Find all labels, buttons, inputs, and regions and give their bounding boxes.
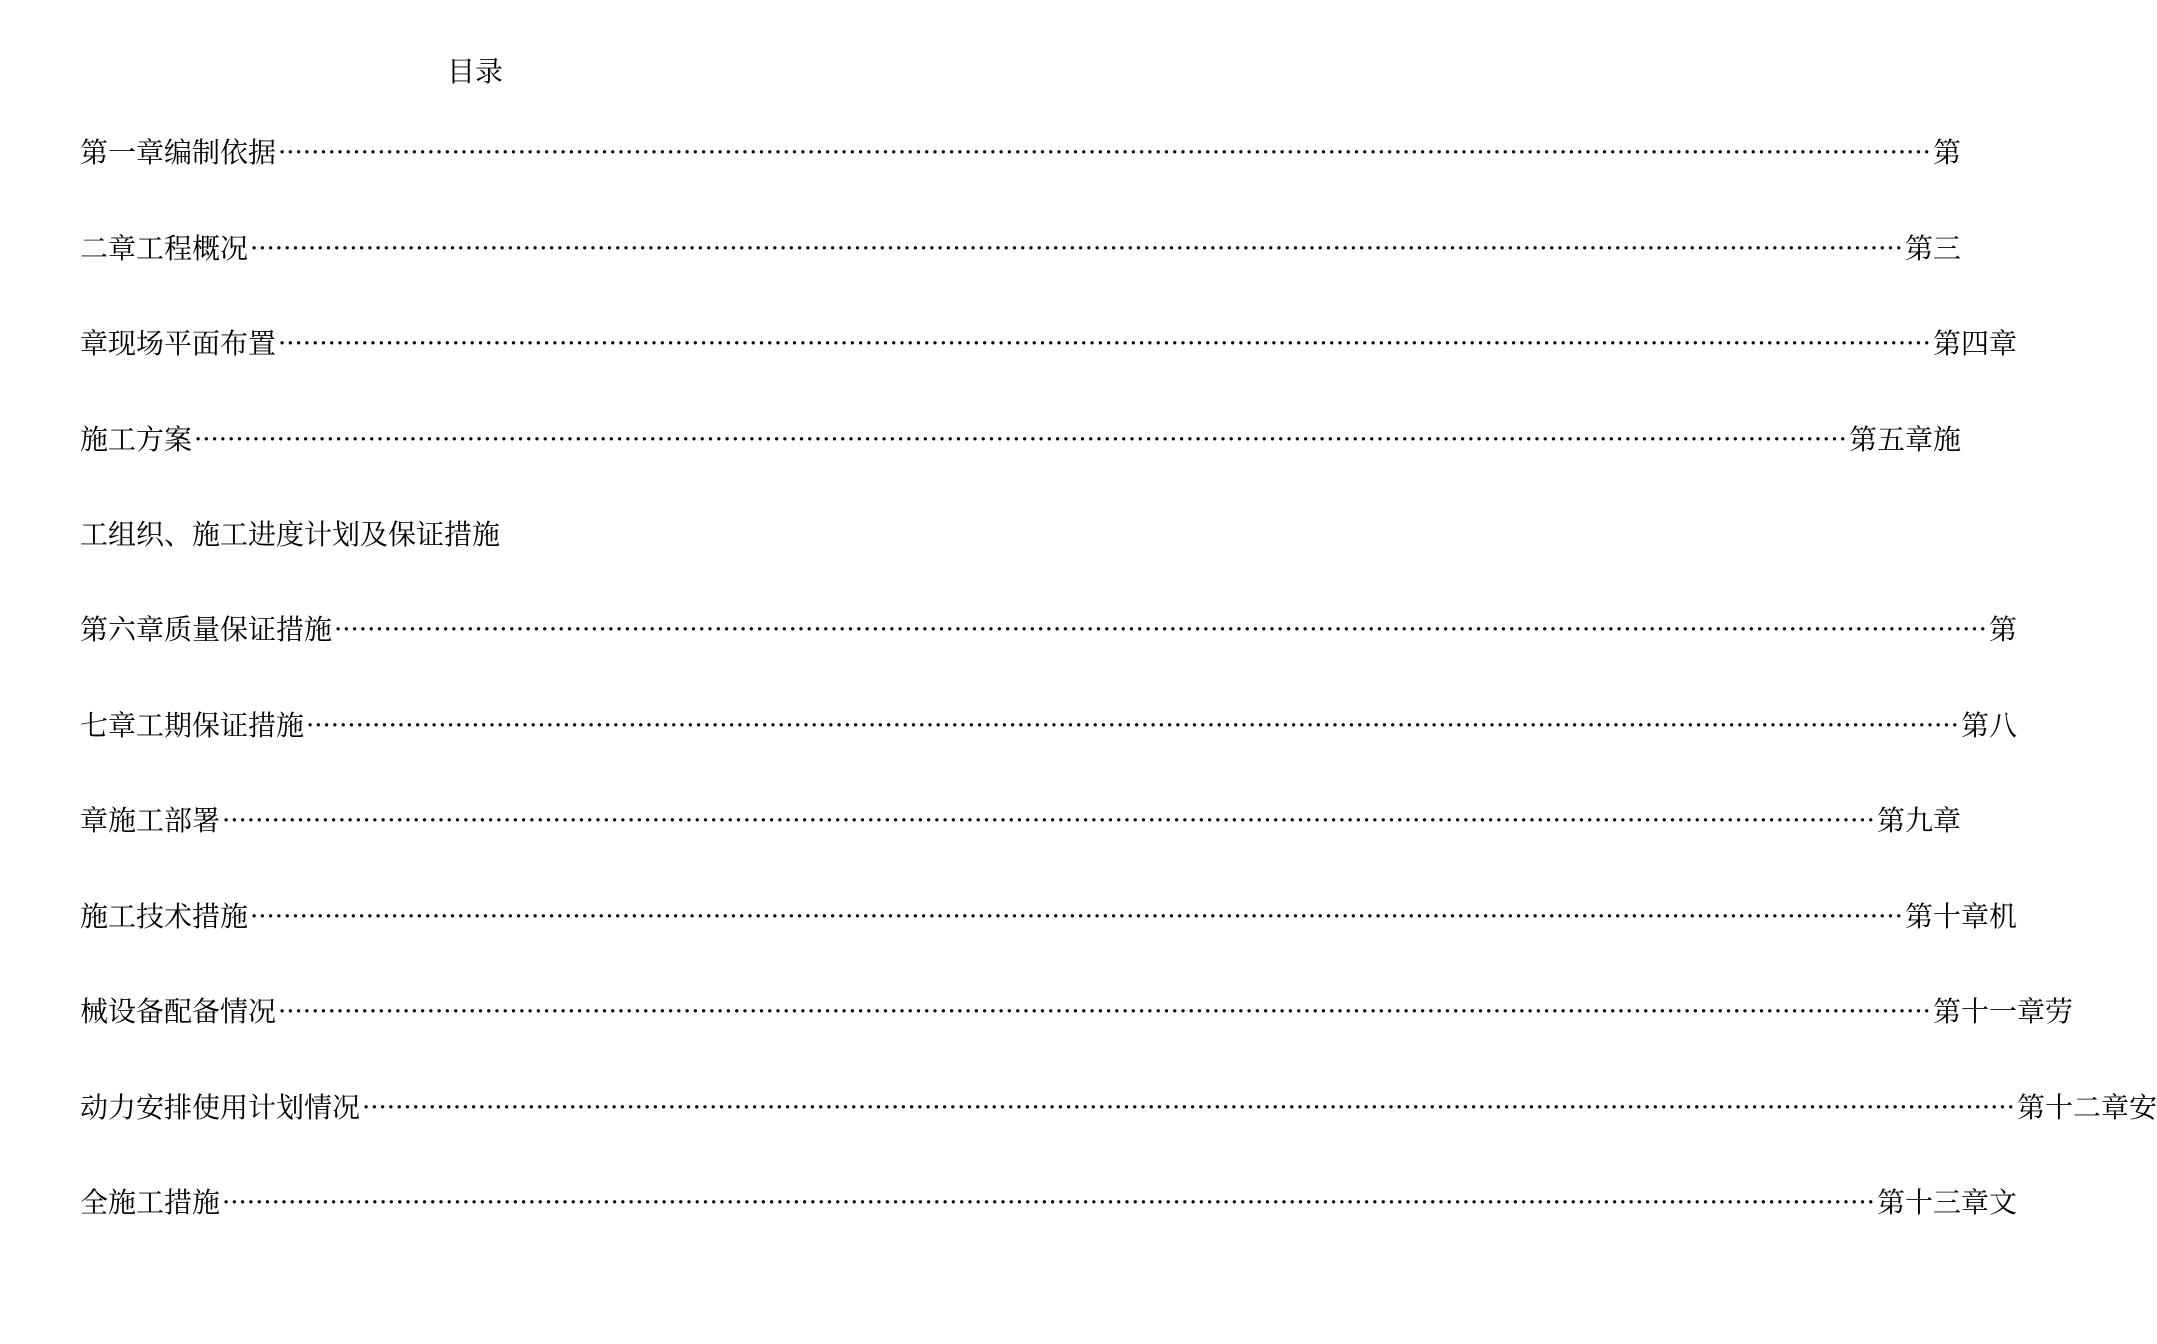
toc-entry-continuation: 第十三章文 <box>1876 1186 2017 1219</box>
toc-entry <box>80 608 2017 652</box>
toc-entry-text: 工组织、施工进度计划及保证措施 <box>80 518 501 551</box>
toc-entry-text: 章施工部署 <box>80 804 221 837</box>
toc-entry-continuation: 第 <box>1988 613 2017 646</box>
toc-entry-text: 七章工期保证措施 <box>80 709 305 742</box>
toc-entry <box>80 1086 2157 1130</box>
toc-entry-text: 第六章质量保证措施 <box>80 613 333 646</box>
toc-entry-text: 二章工程概况 <box>80 232 249 265</box>
toc-entry <box>80 895 2017 939</box>
toc-entry-text: 第一章编制依据 <box>80 136 277 169</box>
toc-entry-continuation: 第十章机 <box>1904 900 2017 933</box>
toc-title: 目录 <box>446 55 503 88</box>
toc-entry-continuation: 第五章施 <box>1848 423 1961 456</box>
toc-entry <box>80 513 870 557</box>
toc-entry <box>80 227 1961 271</box>
toc-leader-dots: ········································································································································································································ <box>306 711 1959 741</box>
toc-entry-text: 章现场平面布置 <box>80 327 277 360</box>
toc-leader-dots: ········································································································································································································ <box>278 997 1931 1027</box>
toc-leader-dots: ········································································································································································································ <box>278 329 1931 359</box>
toc-entry-text: 施工方案 <box>80 423 193 456</box>
toc-entry-continuation: 第四章 <box>1932 327 2017 360</box>
toc-entry-text: 全施工措施 <box>80 1186 221 1219</box>
toc-entry-continuation: 第十二章安 <box>2016 1091 2157 1124</box>
toc-entry <box>80 1181 2017 1225</box>
toc-entry-continuation: 第三 <box>1904 232 1961 265</box>
toc-entry <box>80 704 2017 748</box>
toc-leader-dots: ········································································································································································································ <box>334 615 1987 645</box>
toc-entry-continuation: 第九章 <box>1876 804 1961 837</box>
toc-leader-dots: ········································································································································································································ <box>250 902 1903 932</box>
toc-entry <box>80 418 1961 462</box>
toc-entry-text: 械设备配备情况 <box>80 995 277 1028</box>
toc-entry-continuation: 第 <box>1932 136 1961 169</box>
toc-entry-text: 施工技术措施 <box>80 900 249 933</box>
toc-entry-text: 动力安排使用计划情况 <box>80 1091 361 1124</box>
toc-entry <box>80 799 1961 843</box>
toc-entry-continuation: 第八 <box>1960 709 2017 742</box>
toc-leader-dots: ········································································································································································································ <box>278 138 1931 168</box>
toc-entry <box>80 990 2073 1034</box>
toc-leader-dots: ········································································································································································································ <box>362 1093 2015 1123</box>
toc-leader-dots: ········································································································································································································ <box>250 234 1903 264</box>
toc-entry-continuation: 第十一章劳 <box>1932 995 2073 1028</box>
toc-leader-dots: ········································································································································································································ <box>194 425 1847 455</box>
toc-entry <box>80 322 2017 366</box>
toc-entry <box>80 131 1961 175</box>
toc-leader-dots: ········································································································································································································ <box>222 1188 1875 1218</box>
toc-leader-dots: ········································································································································································································ <box>222 806 1875 836</box>
